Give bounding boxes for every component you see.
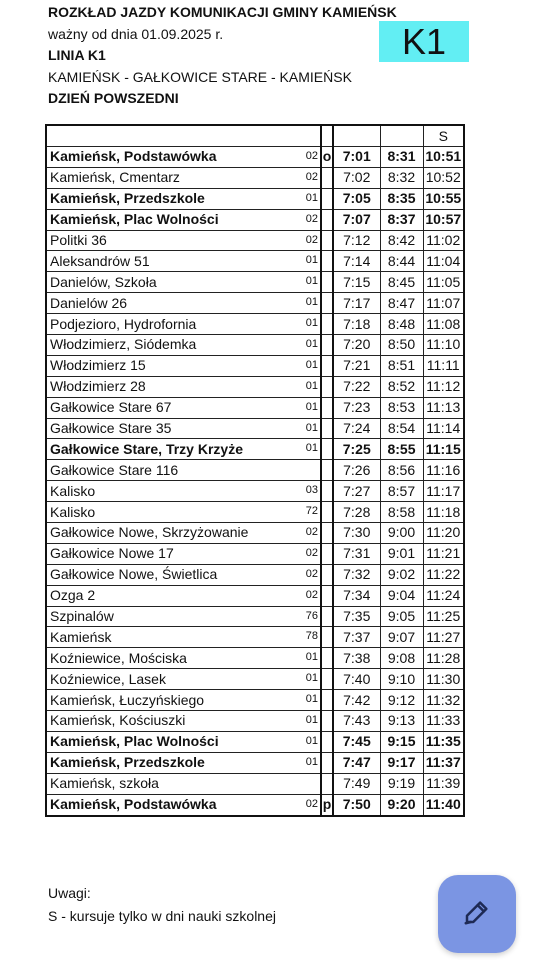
zone-code: 01 [305, 358, 318, 371]
departure-time: 10:51 [423, 147, 464, 168]
stop-cell [46, 355, 321, 376]
day-type: DZIEŃ POWSZEDNI [48, 90, 179, 106]
table-row [46, 564, 464, 585]
stop-flag: o [321, 147, 333, 168]
stop-name: Danielów, Szkoła [50, 273, 157, 290]
departure-time: 11:30 [423, 669, 464, 690]
stop-cell [46, 773, 321, 794]
departure-time: 8:54 [380, 418, 423, 439]
departure-time: 11:08 [423, 314, 464, 335]
stop-flag [321, 752, 333, 773]
valid-from: ważny od dnia 01.09.2025 r. [48, 25, 224, 42]
stop-flag [321, 481, 333, 502]
table-row [46, 606, 464, 627]
departure-time: 7:23 [333, 397, 380, 418]
zone-code: 01 [305, 379, 318, 392]
departure-time: 9:00 [380, 523, 423, 544]
departure-time: 7:40 [333, 669, 380, 690]
departure-time: 7:38 [333, 648, 380, 669]
departure-time: 7:32 [333, 564, 380, 585]
departure-time: 8:37 [380, 209, 423, 230]
table-row [46, 502, 464, 523]
zone-code: 02 [305, 170, 318, 183]
stop-name: Politki 36 [50, 232, 107, 248]
stop-flag [321, 355, 333, 376]
table-row [46, 627, 464, 648]
zone-code: 76 [305, 609, 318, 622]
zone-code: 78 [305, 630, 318, 643]
stop-flag [321, 523, 333, 544]
table-row [46, 648, 464, 669]
departure-time: 11:24 [423, 585, 464, 606]
departure-time: 7:30 [333, 523, 380, 544]
table-row [46, 230, 464, 251]
edit-pen-icon [462, 897, 492, 932]
departure-time: 7:47 [333, 752, 380, 773]
table-row [46, 460, 464, 481]
table-row [46, 481, 464, 502]
header-cell [46, 125, 321, 147]
departure-time: 11:10 [423, 335, 464, 356]
route-label: KAMIEŃSK - GAŁKOWICE STARE - KAMIEŃSK [48, 68, 352, 85]
zone-code: 02 [305, 797, 318, 810]
departure-time: 7:35 [333, 606, 380, 627]
departure-time: 8:32 [380, 167, 423, 188]
notes-title: Uwagi: [48, 885, 91, 901]
table-row [46, 397, 464, 418]
stop-name: Kalisko [50, 482, 96, 499]
departure-time: 7:12 [333, 230, 380, 251]
departure-time: 8:51 [380, 355, 423, 376]
departure-time: 7:21 [333, 355, 380, 376]
departure-time: 8:45 [380, 272, 423, 293]
table-row [46, 418, 464, 439]
departure-time: 11:40 [423, 794, 464, 815]
departure-time: 9:08 [380, 648, 423, 669]
stop-name: Włodzimierz, Siódemka [50, 336, 197, 353]
zone-code: 02 [305, 233, 318, 246]
stop-cell [46, 314, 321, 335]
departure-time: 9:07 [380, 627, 423, 648]
table-row [46, 147, 464, 168]
stop-cell [46, 293, 321, 314]
zone-code: 01 [305, 296, 318, 309]
stop-flag [321, 251, 333, 272]
departure-time: 11:22 [423, 564, 464, 585]
stop-name: Gałkowice Stare, Trzy Krzyże [50, 440, 243, 457]
stop-flag [321, 418, 333, 439]
stop-cell [46, 606, 321, 627]
departure-time: 7:18 [333, 314, 380, 335]
stop-name: Kamieńsk, szkoła [50, 775, 159, 792]
stop-cell [46, 794, 321, 815]
departure-time: 11:20 [423, 523, 464, 544]
stop-cell [46, 648, 321, 669]
stop-flag [321, 397, 333, 418]
stop-name: Kamieńsk, Kościuszki [50, 712, 186, 729]
stop-name: Kamieńsk [50, 628, 112, 645]
zone-code: 01 [305, 672, 318, 685]
departure-time: 11:07 [423, 293, 464, 314]
departure-time: 9:20 [380, 794, 423, 815]
table-row [46, 669, 464, 690]
departure-time: 7:22 [333, 376, 380, 397]
departure-time: 11:37 [423, 752, 464, 773]
table-row [46, 335, 464, 356]
stop-cell [46, 209, 321, 230]
departure-time: 8:57 [380, 481, 423, 502]
departure-time: 7:34 [333, 585, 380, 606]
zone-code: 02 [305, 546, 318, 559]
zone-code: 01 [305, 714, 318, 727]
timetable [45, 124, 465, 817]
stop-flag [321, 376, 333, 397]
stop-name: Podjezioro, Hydrofornia [50, 315, 197, 332]
departure-time: 8:52 [380, 376, 423, 397]
departure-time: 7:17 [333, 293, 380, 314]
zone-code: 02 [305, 212, 318, 225]
stop-cell [46, 439, 321, 460]
departure-time: 7:26 [333, 460, 380, 481]
stop-name: Aleksandrów 51 [50, 252, 150, 269]
stop-name: Gałkowice Nowe, Skrzyżowanie [50, 524, 249, 541]
table-row [46, 585, 464, 606]
departure-time: 7:43 [333, 711, 380, 732]
departure-time: 11:12 [423, 376, 464, 397]
departure-time: 7:27 [333, 481, 380, 502]
stop-cell [46, 502, 321, 523]
stop-flag [321, 314, 333, 335]
departure-time: 7:14 [333, 251, 380, 272]
stop-flag [321, 627, 333, 648]
departure-time: 8:55 [380, 439, 423, 460]
departure-time: 11:33 [423, 711, 464, 732]
stop-cell [46, 418, 321, 439]
table-row [46, 251, 464, 272]
timetable-header [48, 2, 397, 110]
stop-cell [46, 397, 321, 418]
departure-time: 11:15 [423, 439, 464, 460]
zone-code: 01 [305, 755, 318, 768]
stop-flag [321, 167, 333, 188]
stop-cell [46, 376, 321, 397]
stop-flag [321, 230, 333, 251]
stop-cell [46, 481, 321, 502]
stop-flag: p [321, 794, 333, 815]
zone-code: 01 [305, 421, 318, 434]
departure-time: 11:28 [423, 648, 464, 669]
departure-time: 8:31 [380, 147, 423, 168]
departure-time: 7:25 [333, 439, 380, 460]
stop-name: Kalisko [50, 503, 96, 520]
stop-name: Ozga 2 [50, 587, 96, 604]
departure-time: 9:19 [380, 773, 423, 794]
table-row [46, 752, 464, 773]
departure-time: 7:49 [333, 773, 380, 794]
stop-flag [321, 335, 333, 356]
zone-code: 72 [305, 505, 318, 518]
departure-time: 9:02 [380, 564, 423, 585]
table-row [46, 209, 464, 230]
departure-time: 11:02 [423, 230, 464, 251]
departure-time: 11:17 [423, 481, 464, 502]
departure-time: 7:50 [333, 794, 380, 815]
stop-flag [321, 711, 333, 732]
stop-flag [321, 188, 333, 209]
stop-flag [321, 773, 333, 794]
stop-flag [321, 564, 333, 585]
table-row [46, 314, 464, 335]
departure-time: 8:53 [380, 397, 423, 418]
departure-time: 11:32 [423, 690, 464, 711]
table-row [46, 167, 464, 188]
departure-time: 7:42 [333, 690, 380, 711]
zone-code: 01 [305, 400, 318, 413]
departure-time: 8:58 [380, 502, 423, 523]
stop-cell [46, 167, 321, 188]
stop-cell [46, 564, 321, 585]
departure-time: 10:52 [423, 167, 464, 188]
table-row [46, 773, 464, 794]
departure-time: 11:04 [423, 251, 464, 272]
stop-cell [46, 523, 321, 544]
header-cell [333, 125, 380, 147]
stop-name: Kamieńsk, Plac Wolności [50, 733, 219, 750]
zone-code: 01 [305, 734, 318, 747]
stop-flag [321, 585, 333, 606]
stop-name: Danielów 26 [50, 294, 128, 311]
notes-line: S - kursuje tylko w dni nauki szkolnej [48, 908, 276, 924]
zone-code: 01 [305, 693, 318, 706]
stop-name: Kamieńsk, Podstawówka [50, 148, 217, 165]
departure-time: 8:50 [380, 335, 423, 356]
departure-time: 11:25 [423, 606, 464, 627]
departure-time: 10:55 [423, 188, 464, 209]
zone-code: 01 [305, 338, 318, 351]
departure-time: 11:14 [423, 418, 464, 439]
stop-name: Kamieńsk, Cmentarz [50, 169, 180, 186]
stop-name: Kamieńsk, Przedszkole [50, 754, 205, 771]
departure-time: 9:05 [380, 606, 423, 627]
departure-time: 11:16 [423, 460, 464, 481]
departure-time: 8:42 [380, 230, 423, 251]
timetable-title: ROZKŁAD JAZDY KOMUNIKACJI GMINY KAMIEŃSK [48, 4, 397, 20]
stop-cell [46, 230, 321, 251]
table-row [46, 293, 464, 314]
stop-cell [46, 690, 321, 711]
departure-time: 9:04 [380, 585, 423, 606]
stop-name: Włodzimierz 28 [50, 378, 146, 395]
departure-time: 7:20 [333, 335, 380, 356]
departure-time: 7:37 [333, 627, 380, 648]
stop-name: Kamieńsk, Łuczyńskiego [50, 691, 205, 708]
stop-name: Kamieńsk, Podstawówka [50, 796, 217, 813]
departure-time: 9:13 [380, 711, 423, 732]
departure-time: 11:21 [423, 543, 464, 564]
table-row [46, 523, 464, 544]
departure-time: 11:35 [423, 731, 464, 752]
departure-time: 7:07 [333, 209, 380, 230]
departure-time: 7:15 [333, 272, 380, 293]
line-badge: K1 [379, 21, 469, 62]
stop-flag [321, 272, 333, 293]
stop-cell [46, 627, 321, 648]
stop-cell [46, 711, 321, 732]
table-row [46, 543, 464, 564]
stop-cell [46, 335, 321, 356]
stop-flag [321, 439, 333, 460]
notes [48, 882, 276, 928]
departure-time: 7:28 [333, 502, 380, 523]
stop-flag [321, 606, 333, 627]
stop-flag [321, 293, 333, 314]
stop-flag [321, 648, 333, 669]
stop-flag [321, 209, 333, 230]
stop-flag [321, 669, 333, 690]
stop-cell [46, 460, 321, 481]
zone-code: 01 [305, 317, 318, 330]
stop-cell [46, 543, 321, 564]
departure-time: 7:02 [333, 167, 380, 188]
stop-flag [321, 731, 333, 752]
departure-time: 8:47 [380, 293, 423, 314]
stop-name: Szpinalów [50, 608, 114, 625]
stop-cell [46, 731, 321, 752]
stop-name: Gałkowice Stare 67 [50, 399, 172, 416]
departure-time: 9:17 [380, 752, 423, 773]
header-cell-school-days: S [423, 125, 464, 147]
stop-cell [46, 752, 321, 773]
stop-name: Kamieńsk, Przedszkole [50, 190, 205, 207]
zone-code: 01 [305, 191, 318, 204]
stop-flag [321, 460, 333, 481]
departure-time: 11:05 [423, 272, 464, 293]
table-row [46, 272, 464, 293]
stop-cell [46, 272, 321, 293]
table-row [46, 794, 464, 815]
zone-code: 03 [305, 484, 318, 497]
stop-flag [321, 502, 333, 523]
table-header-row [46, 125, 464, 147]
departure-time: 11:39 [423, 773, 464, 794]
departure-time: 11:27 [423, 627, 464, 648]
stop-name: Włodzimierz 15 [50, 357, 146, 374]
table-row [46, 690, 464, 711]
departure-time: 10:57 [423, 209, 464, 230]
stop-name: Koźniewice, Lasek [50, 670, 166, 687]
departure-time: 9:01 [380, 543, 423, 564]
stop-cell [46, 147, 321, 168]
departure-time: 9:10 [380, 669, 423, 690]
line-label: LINIA K1 [48, 47, 106, 63]
table-row [46, 376, 464, 397]
stop-flag [321, 543, 333, 564]
stop-name: Gałkowice Nowe, Świetlica [50, 566, 218, 583]
table-row [46, 711, 464, 732]
departure-time: 8:48 [380, 314, 423, 335]
header-cell [380, 125, 423, 147]
stop-cell [46, 669, 321, 690]
table-row [46, 439, 464, 460]
stop-cell [46, 251, 321, 272]
stop-name: Kamieńsk, Plac Wolności [50, 211, 219, 228]
departure-time: 11:11 [423, 355, 464, 376]
departure-time: 7:05 [333, 188, 380, 209]
edit-fab-button[interactable] [438, 875, 516, 953]
stop-name: Gałkowice Nowe 17 [50, 545, 174, 562]
zone-code: 01 [305, 442, 318, 455]
stop-name: Koźniewice, Mościska [50, 649, 187, 666]
stop-cell [46, 585, 321, 606]
zone-code: 02 [305, 588, 318, 601]
zone-code: 01 [305, 254, 318, 267]
stop-cell [46, 188, 321, 209]
zone-code: 02 [305, 526, 318, 539]
departure-time: 8:56 [380, 460, 423, 481]
departure-time: 8:35 [380, 188, 423, 209]
zone-code: 01 [305, 275, 318, 288]
departure-time: 11:13 [423, 397, 464, 418]
departure-time: 7:31 [333, 543, 380, 564]
zone-code: 01 [305, 651, 318, 664]
departure-time: 7:01 [333, 147, 380, 168]
table-row [46, 188, 464, 209]
stop-name: Gałkowice Stare 35 [50, 420, 172, 437]
departure-time: 9:12 [380, 690, 423, 711]
stop-name: Gałkowice Stare 116 [50, 461, 179, 478]
departure-time: 9:15 [380, 731, 423, 752]
departure-time: 7:45 [333, 731, 380, 752]
stop-flag [321, 690, 333, 711]
zone-code: 02 [305, 567, 318, 580]
departure-time: 8:44 [380, 251, 423, 272]
departure-time: 11:18 [423, 502, 464, 523]
header-cell [321, 125, 333, 147]
departure-time: 7:24 [333, 418, 380, 439]
table-row [46, 731, 464, 752]
table-row [46, 355, 464, 376]
zone-code: 02 [305, 150, 318, 162]
